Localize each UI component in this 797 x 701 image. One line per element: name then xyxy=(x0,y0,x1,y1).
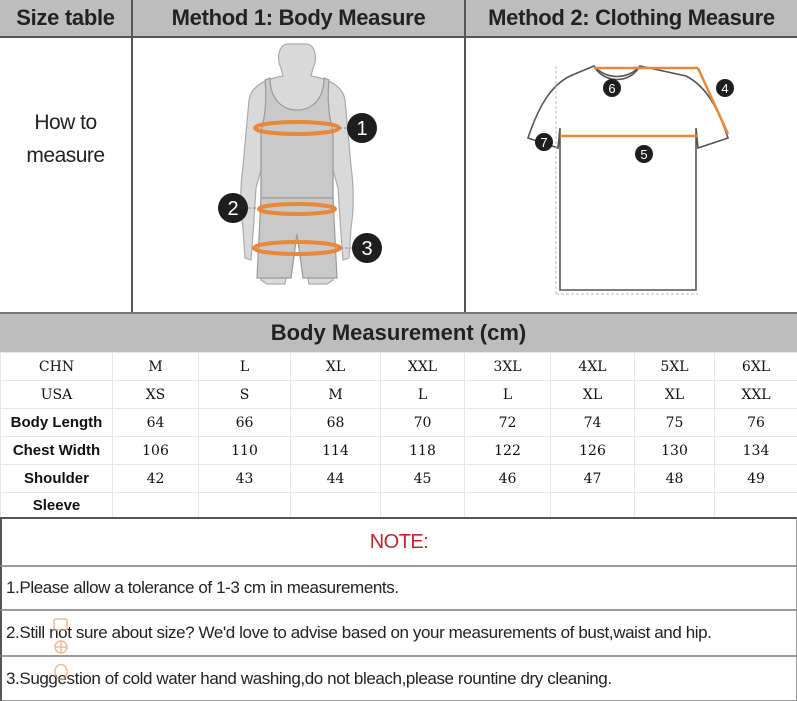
table-cell: XL xyxy=(635,381,715,409)
table-cell: 130 xyxy=(635,437,715,465)
note-item-2: 2.Still not sure about size? We'd love to advise based on your measurements of bust,waist and hip. xyxy=(6,623,712,642)
table-row xyxy=(1,409,797,437)
table-cell: 68 xyxy=(291,409,381,437)
row-label: Sleeve xyxy=(1,493,113,518)
marker-6 xyxy=(603,79,621,97)
svg-text:7: 7 xyxy=(540,135,548,150)
table-cell: 44 xyxy=(291,465,381,493)
table-cell: 70 xyxy=(381,409,465,437)
table-cell xyxy=(635,493,715,518)
tshirt-outline xyxy=(528,66,728,290)
table-cell: 134 xyxy=(715,437,797,465)
table-cell: S xyxy=(199,381,291,409)
table-cell: 110 xyxy=(199,437,291,465)
note-row-1 xyxy=(0,566,797,610)
table-cell xyxy=(715,493,797,518)
table-cell: 6XL xyxy=(715,353,797,381)
table-cell: 118 xyxy=(381,437,465,465)
table-cell: L xyxy=(381,381,465,409)
table-cell: 75 xyxy=(635,409,715,437)
method1-header: Method 1: Body Measure xyxy=(131,0,464,38)
svg-text:4: 4 xyxy=(721,81,729,96)
table-cell: L xyxy=(199,353,291,381)
watermark-logo xyxy=(50,617,72,695)
shorts-shape xyxy=(257,198,337,278)
marker-3 xyxy=(352,233,382,263)
table-cell: XL xyxy=(551,381,635,409)
table-cell: 76 xyxy=(715,409,797,437)
table-cell: XL xyxy=(291,353,381,381)
table-row xyxy=(1,465,797,493)
marker-1 xyxy=(347,113,377,143)
note-item-3: 3.Suggestion of cold water hand washing,do not bleach,please rountine dry cleaning. xyxy=(6,668,612,688)
table-row xyxy=(1,381,797,409)
table-cell: 74 xyxy=(551,409,635,437)
table-cell: 122 xyxy=(465,437,551,465)
table-cell: 5XL xyxy=(635,353,715,381)
table-cell xyxy=(199,493,291,518)
row-label: Shoulder xyxy=(1,465,113,493)
table-cell: 114 xyxy=(291,437,381,465)
table-cell: 46 xyxy=(465,465,551,493)
row-label: Chest Width xyxy=(1,437,113,465)
table-cell: L xyxy=(465,381,551,409)
table-cell xyxy=(381,493,465,518)
note-item-1: 1.Please allow a tolerance of 1-3 cm in measurements. xyxy=(6,578,399,597)
table-cell: 48 xyxy=(635,465,715,493)
svg-text:2: 2 xyxy=(227,198,239,220)
table-row xyxy=(1,353,797,381)
table-cell xyxy=(291,493,381,518)
table-cell: 45 xyxy=(381,465,465,493)
row-label: USA xyxy=(1,381,113,409)
clothing-measure-illustration xyxy=(464,38,797,312)
table-cell: 66 xyxy=(199,409,291,437)
table-cell: 49 xyxy=(715,465,797,493)
how-to-measure-label: How to measure xyxy=(26,111,105,167)
notes-section xyxy=(0,517,797,701)
row-label: CHN xyxy=(1,353,113,381)
note-title: NOTE: xyxy=(369,530,429,553)
row-label: Body Length xyxy=(1,409,113,437)
svg-text:6: 6 xyxy=(608,81,616,96)
table-cell xyxy=(113,493,199,518)
marker-5 xyxy=(635,145,653,163)
marker-4 xyxy=(716,79,734,97)
table-cell: 72 xyxy=(465,409,551,437)
table-cell: 64 xyxy=(113,409,199,437)
body-measure-illustration xyxy=(131,38,464,312)
note-title-row xyxy=(0,517,797,566)
table-cell: 106 xyxy=(113,437,199,465)
table-cell: 43 xyxy=(199,465,291,493)
table-cell: 42 xyxy=(113,465,199,493)
note-row-2 xyxy=(0,610,797,656)
table-cell: 3XL xyxy=(465,353,551,381)
table-cell xyxy=(551,493,635,518)
tshirt-figure-svg xyxy=(466,38,797,312)
table-row xyxy=(1,437,797,465)
table-cell: 4XL xyxy=(551,353,635,381)
table-cell xyxy=(465,493,551,518)
marker-7 xyxy=(535,133,553,151)
table-cell: XS xyxy=(113,381,199,409)
svg-text:3: 3 xyxy=(361,238,373,260)
svg-text:1: 1 xyxy=(356,118,368,140)
size-table-header: Size table xyxy=(0,0,131,38)
table-cell: XXL xyxy=(381,353,465,381)
marker-2 xyxy=(218,193,248,223)
table-row xyxy=(1,493,797,518)
method2-header: Method 2: Clothing Measure xyxy=(464,0,797,38)
size-chart-table xyxy=(0,352,797,518)
table-cell: XXL xyxy=(715,381,797,409)
body-measurement-title: Body Measurement (cm) xyxy=(0,312,797,352)
table-cell: 47 xyxy=(551,465,635,493)
note-row-3 xyxy=(0,656,797,701)
how-to-measure-cell xyxy=(0,38,131,312)
table-cell: M xyxy=(113,353,199,381)
svg-text:5: 5 xyxy=(640,147,648,162)
table-cell: 126 xyxy=(551,437,635,465)
body-figure-svg xyxy=(133,38,464,312)
table-cell: M xyxy=(291,381,381,409)
size-guide-top xyxy=(0,0,797,312)
